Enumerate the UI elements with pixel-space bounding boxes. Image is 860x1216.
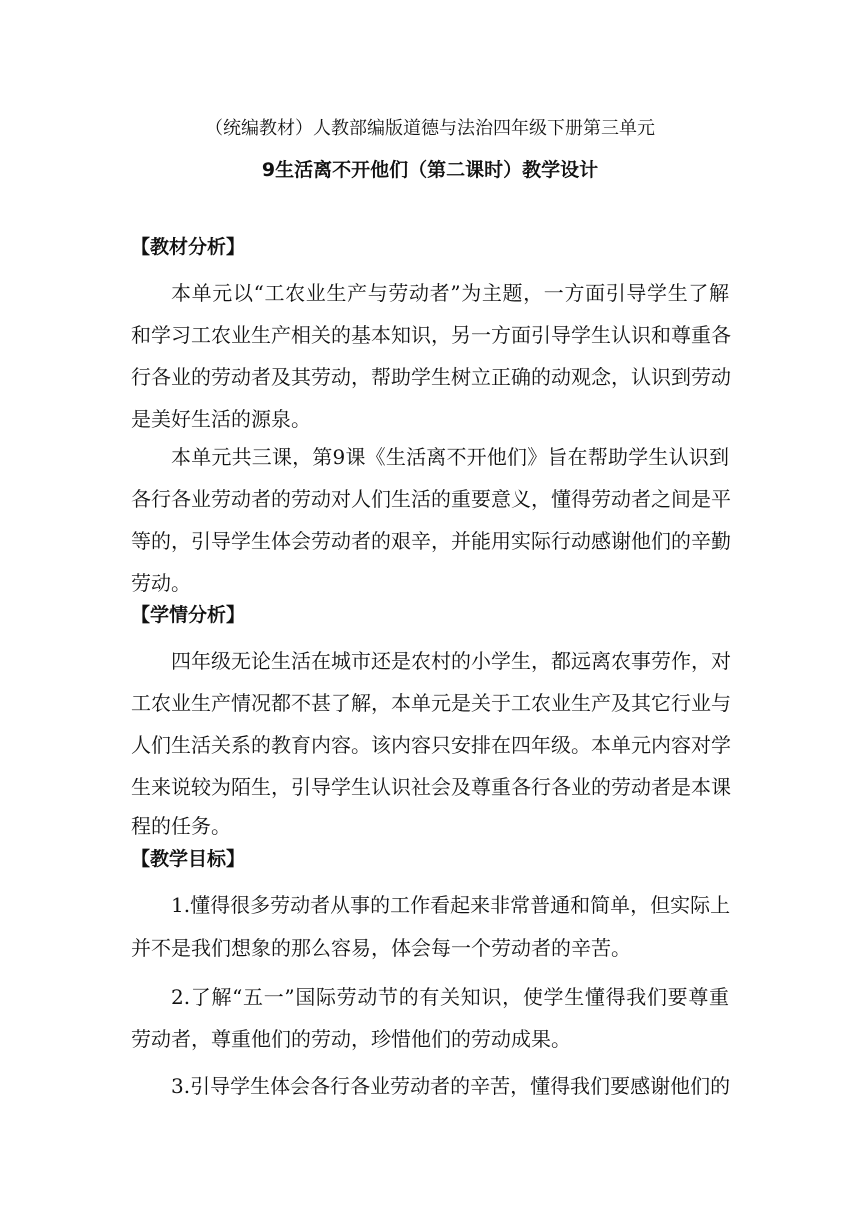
paragraph-line: 程的任务。 <box>131 814 231 838</box>
paragraph-line: 2.了解“五一”国际劳动节的有关知识，使学生懂得我们要尊重 <box>171 985 729 1009</box>
paragraph-line: 并不是我们想象的那么容易，体会每一个劳动者的辛苦。 <box>131 936 631 960</box>
document-title-line1: （统编教材）人教部编版道德与法治四年级下册第三单元 <box>205 118 655 139</box>
section-heading-textbook-analysis: 【教材分析】 <box>131 236 246 258</box>
paragraph-line: 本单元共三课，第9课《生活离不开他们》旨在帮助学生认识到 <box>171 445 729 469</box>
document-title-line2: 9生活离不开他们（第二课时）教学设计 <box>261 159 599 181</box>
paragraph-line: 和学习工农业生产相关的基本知识，另一方面引导学生认识和尊重各 <box>131 323 731 347</box>
section-heading-student-analysis: 【学情分析】 <box>131 604 246 626</box>
paragraph-line: 生来说较为陌生，引导学生认识社会及尊重各行各业的劳动者是本课 <box>131 775 731 799</box>
paragraph-line: 四年级无论生活在城市还是农村的小学生，都远离农事劳作，对 <box>171 649 731 673</box>
paragraph-line: 劳动。 <box>131 571 191 595</box>
section-heading-teaching-objectives: 【教学目标】 <box>131 848 246 870</box>
paragraph-line: 工农业生产情况都不甚了解，本单元是关于工农业生产及其它行业与 <box>131 691 731 715</box>
paragraph-line: 1.懂得很多劳动者从事的工作看起来非常普通和简单，但实际上 <box>171 893 731 917</box>
paragraph-line: 本单元以“工农业生产与劳动者”为主题，一方面引导学生了解 <box>171 281 729 305</box>
paragraph-line: 是美好生活的源泉。 <box>131 407 311 431</box>
paragraph-line: 等的，引导学生体会劳动者的艰辛，并能用实际行动感谢他们的辛勤 <box>131 529 731 553</box>
paragraph-line: 各行各业劳动者的劳动对人们生活的重要意义，懂得劳动者之间是平 <box>131 487 731 511</box>
paragraph-line: 劳动者，尊重他们的劳动，珍惜他们的劳动成果。 <box>131 1027 571 1051</box>
paragraph-line: 3.引导学生体会各行各业劳动者的辛苦，懂得我们要感谢他们的 <box>171 1074 731 1098</box>
paragraph-line: 行各业的劳动者及其劳动，帮助学生树立正确的动观念，认识到劳动 <box>131 365 731 389</box>
paragraph-line: 人们生活关系的教育内容。该内容只安排在四年级。本单元内容对学 <box>131 733 731 757</box>
